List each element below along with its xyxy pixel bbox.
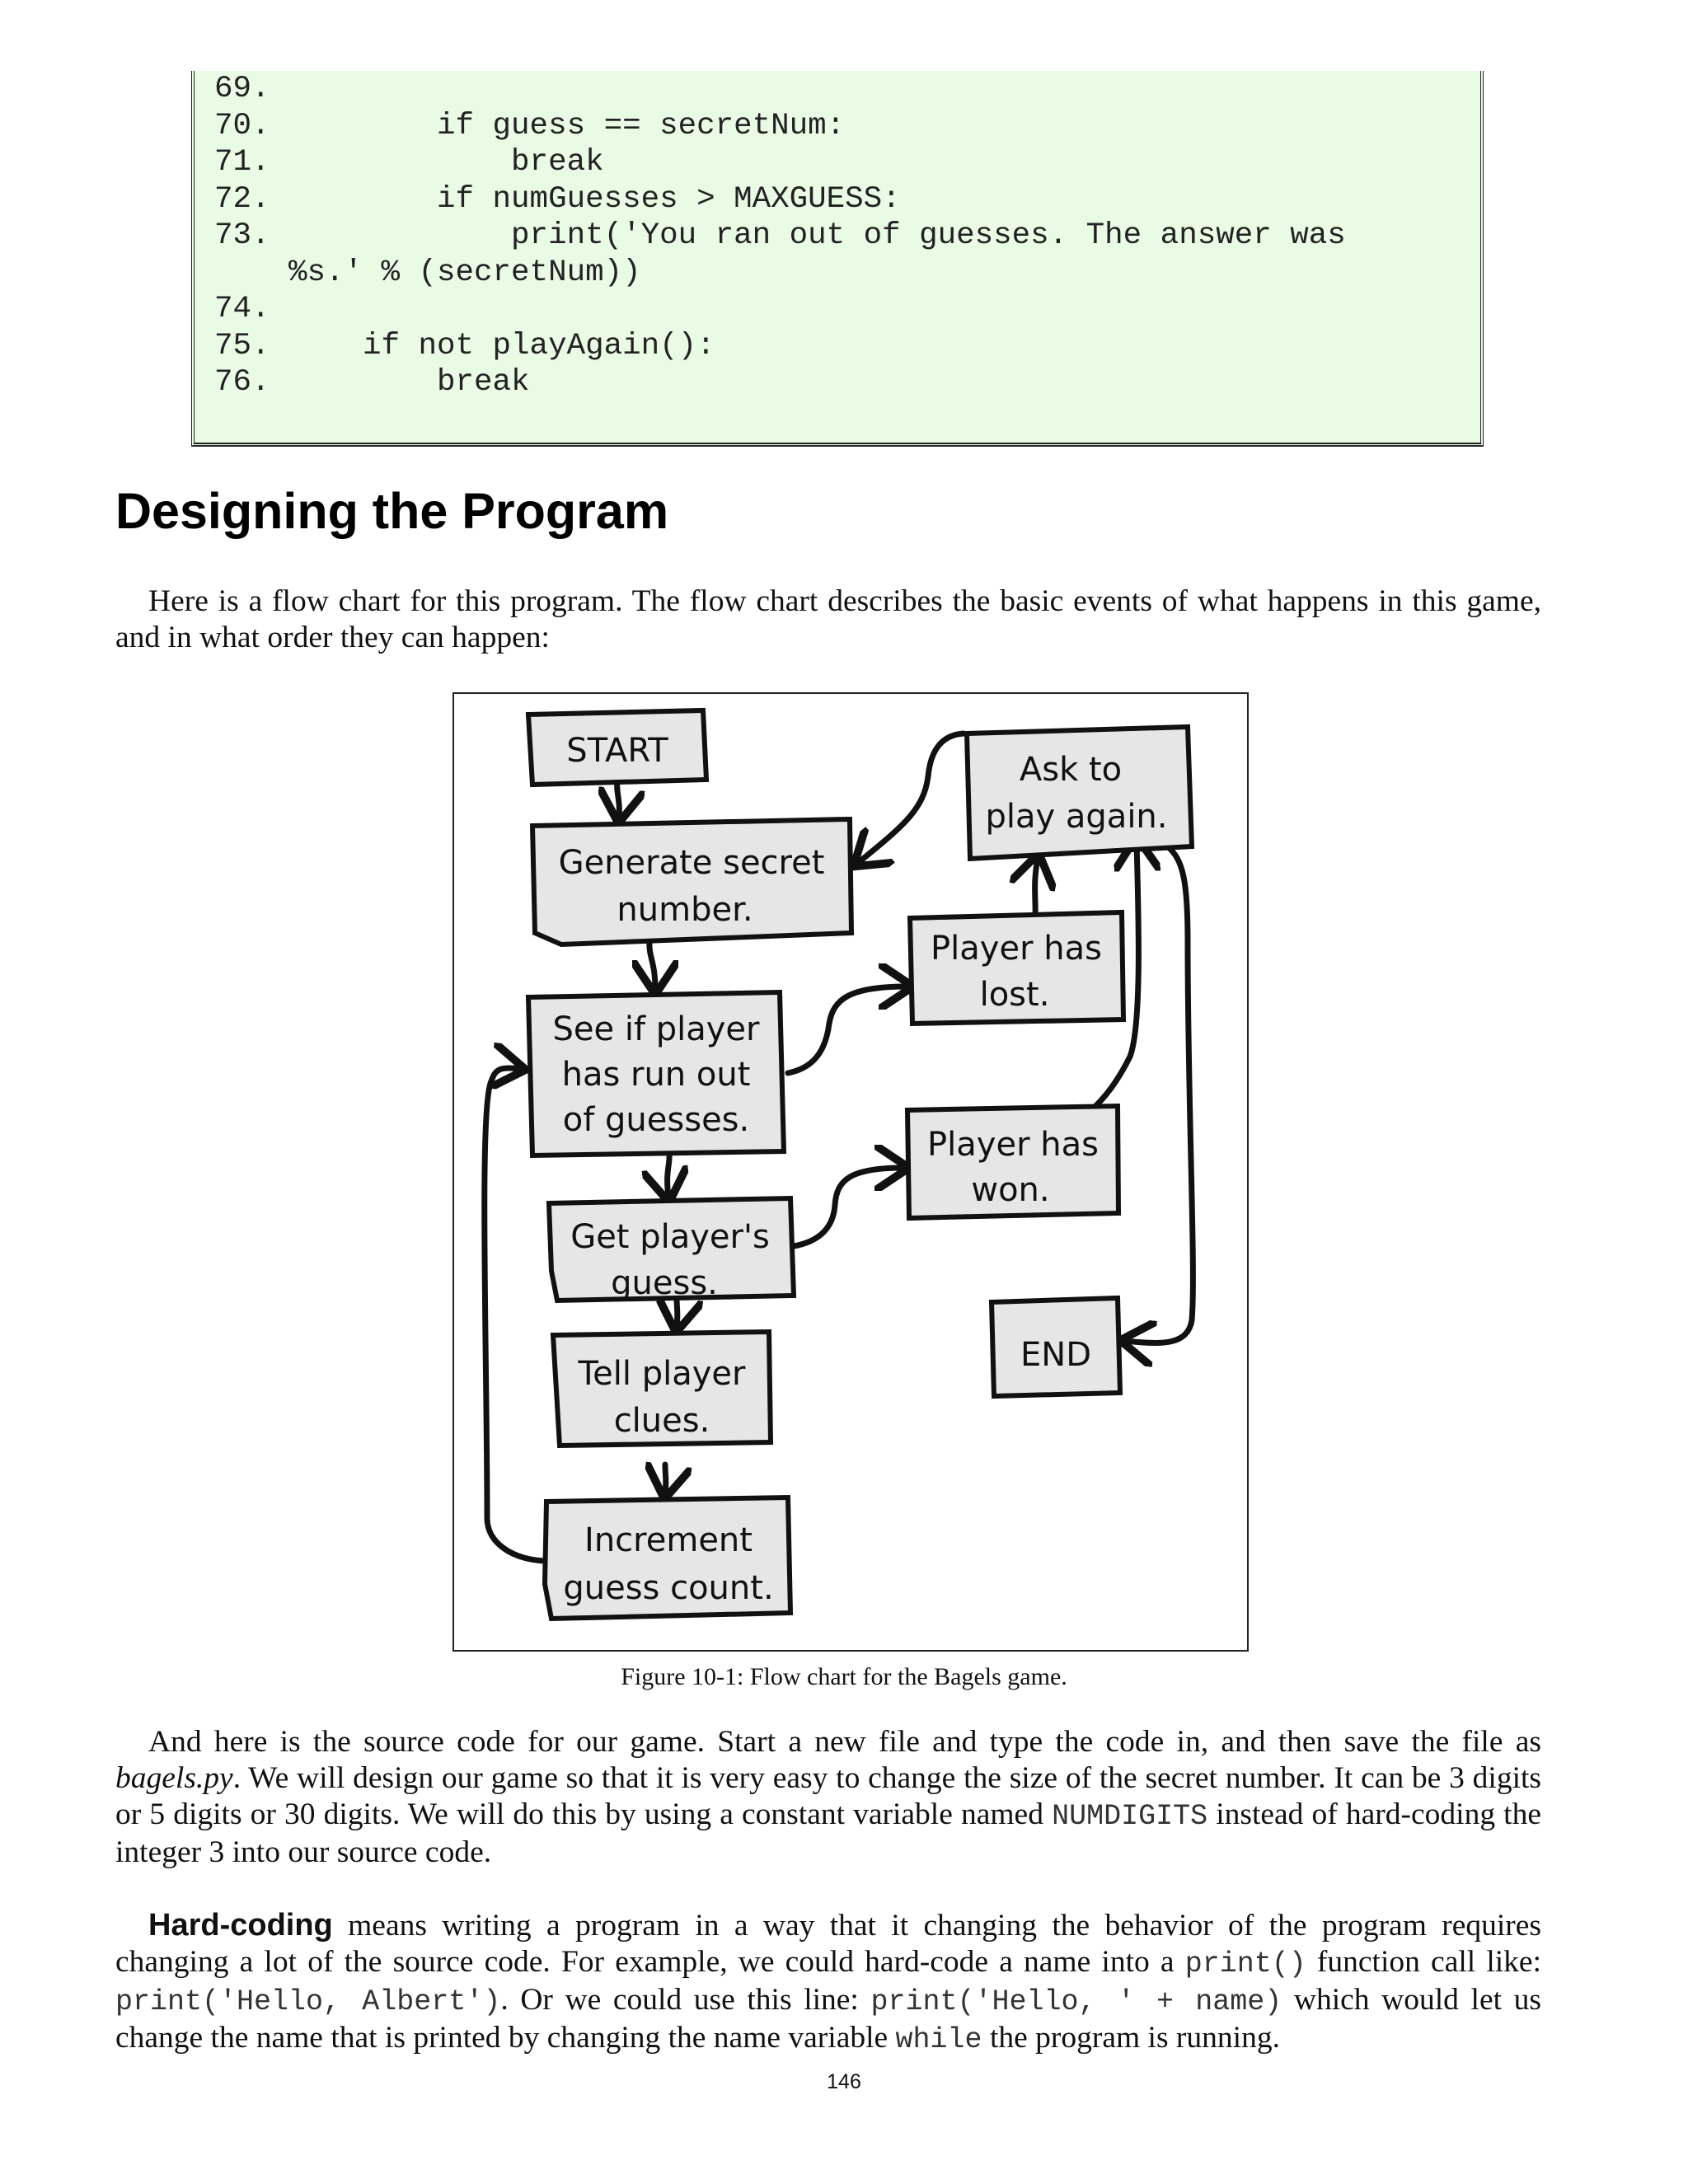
flow-node-see-if <box>528 992 784 1155</box>
flow-node-generate-line2: number. <box>617 891 753 929</box>
page-number: 146 <box>827 2070 861 2093</box>
flow-node-tell-clues-line1: Tell player <box>578 1355 746 1393</box>
section-heading: Designing the Program <box>115 483 669 539</box>
intro-paragraph: Here is a flow chart for this program. The flow chart describes the basic events of what happens in this game, and in what order they can happen: <box>115 584 1541 654</box>
numdigits-code: NUMDIGITS <box>1052 1800 1208 1833</box>
flow-node-tell-clues-line2: clues. <box>613 1402 710 1440</box>
flow-node-won <box>907 1106 1118 1218</box>
flow-node-end-label: END <box>1020 1336 1091 1374</box>
flow-node-increment-line1: Increment <box>584 1521 753 1559</box>
code-line: 69. <box>214 72 270 106</box>
figure-caption: Figure 10-1: Flow chart for the Bagels game. <box>621 1663 1067 1690</box>
code-line: 72. if numGuesses > MAXGUESS: <box>214 181 901 217</box>
para3-text1: means writing a program in a way that it changing the behavior of the program requires changing a lot of the source code. For example, we could hard-code a name into a <box>115 1909 1541 1979</box>
flow-node-won-line1: Player has <box>927 1126 1099 1164</box>
flow-node-see-if-line3: of guesses. <box>562 1101 750 1139</box>
code-line: 71. break <box>214 145 604 180</box>
code-line: 76. break <box>214 365 530 400</box>
source-code-paragraph <box>115 1724 1541 1871</box>
code-line: 74. <box>214 292 270 326</box>
flow-node-see-if-line1: See if player <box>552 1010 760 1048</box>
code-listing <box>191 71 1484 447</box>
hard-coding-term: Hard-coding <box>148 1908 333 1943</box>
flow-node-get-guess <box>549 1198 794 1302</box>
print-hello-name-code: print('Hello, ' + name) <box>870 1985 1282 2018</box>
print-hello-albert-code: print('Hello, Albert') <box>115 1985 501 2018</box>
flow-node-ask-again-line1: Ask to <box>1019 751 1123 789</box>
para2-text3: instead of hard-coding the integer 3 into our source code. <box>115 1797 1541 1869</box>
para2-text1: And here is the source code for our game. Start a new file and type the code in, and then save the file as <box>148 1725 1541 1759</box>
code-line: 70. if guess == secretNum: <box>214 108 846 143</box>
para3-text4: which would let us change the name that is printed by changing the name variable <box>115 1983 1541 2055</box>
flow-node-increment <box>545 1497 790 1619</box>
para3-text5: the program is running. <box>982 2021 1280 2055</box>
para3-text3: . Or we could use this line: <box>500 1983 871 2017</box>
print-call-code: print() <box>1184 1947 1306 1980</box>
flow-node-lost-line2: lost. <box>979 976 1050 1014</box>
flow-node-end <box>992 1298 1120 1396</box>
code-text <box>214 71 1346 401</box>
flow-node-ask-again-line2: play again. <box>985 798 1168 836</box>
code-line: %s.' % (secretNum)) <box>288 255 641 290</box>
flow-node-start-label: START <box>566 732 668 770</box>
flow-node-generate <box>532 819 851 944</box>
para3-text2: function call like: <box>1306 1945 1541 1979</box>
flow-node-tell-clues <box>553 1332 771 1446</box>
flow-node-lost-line1: Player has <box>931 930 1102 968</box>
flow-node-get-guess-line2: guess. <box>611 1264 718 1302</box>
filename: bagels.py <box>115 1761 233 1795</box>
flow-node-increment-line2: guess count. <box>563 1569 774 1607</box>
flow-node-generate-line1: Generate secret <box>558 844 825 882</box>
code-line: 73. print('You ran out of guesses. The answer was <box>214 218 1346 253</box>
flow-node-start <box>528 710 706 785</box>
para2-text2: . We will design our game so that it is very easy to change the size of the secret number. It can be 3 digits or 5 digits or 30 digits. We will do this by using a constant variable named <box>115 1761 1541 1831</box>
flow-node-see-if-line2: has run out <box>561 1056 751 1094</box>
flow-node-ask-again <box>967 727 1192 859</box>
hard-coding-paragraph <box>115 1907 1541 2058</box>
flow-node-won-line2: won. <box>971 1171 1050 1209</box>
while-code: while <box>895 2023 982 2056</box>
flow-node-get-guess-line1: Get player's <box>570 1218 770 1256</box>
flow-node-lost <box>910 912 1123 1024</box>
flow-chart-figure <box>452 692 1249 1652</box>
code-line: 75. if not playAgain(): <box>214 328 715 363</box>
flow-chart <box>454 694 1247 1650</box>
